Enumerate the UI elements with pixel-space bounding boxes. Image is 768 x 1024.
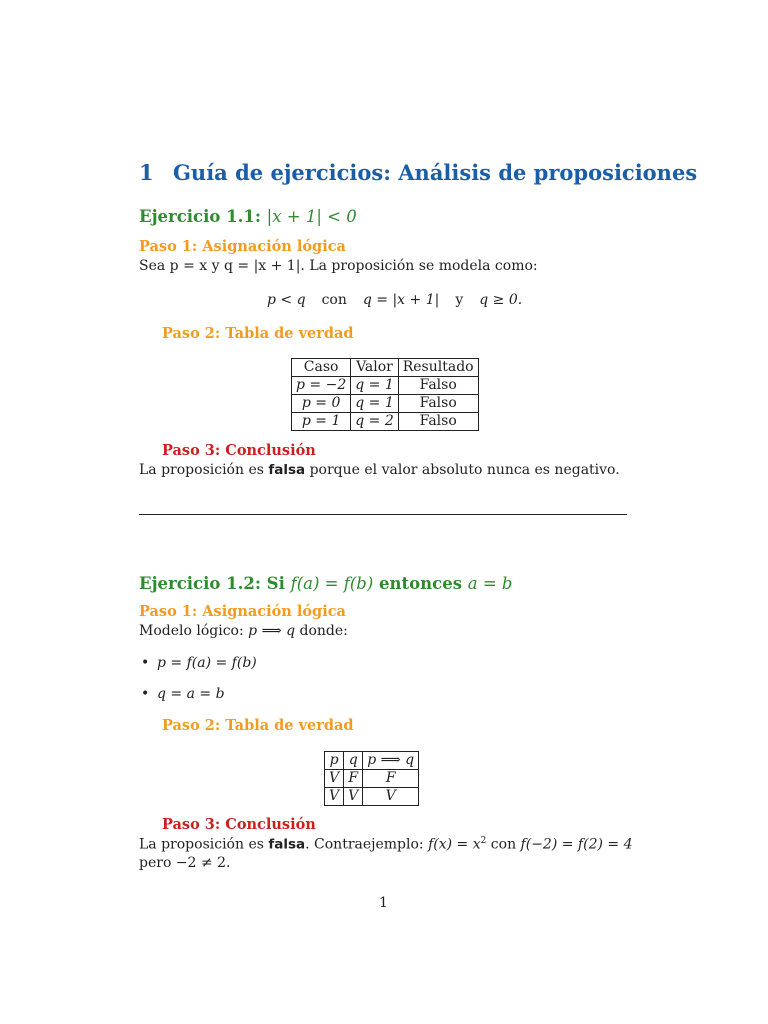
table-cell: F xyxy=(344,770,363,788)
ex1-step1-text: Sea p = x y q = |x + 1|. La proposición se modela como: xyxy=(139,258,538,274)
table-cell: V xyxy=(325,770,344,788)
ex2-truth-table xyxy=(324,751,419,806)
header-implication: p ⟹ q xyxy=(363,752,419,770)
conclusion-text: La proposición es xyxy=(139,836,269,853)
ex1-step1-title: Paso 1: Asignación lógica xyxy=(139,238,346,255)
eq-part-left: p < q xyxy=(267,292,306,308)
ex1-step2-title: Paso 2: Tabla de verdad xyxy=(162,325,354,342)
header-q: q xyxy=(344,752,363,770)
eq-part-y: y xyxy=(455,292,464,308)
conclusion-bold: falsa xyxy=(268,836,306,853)
table-row xyxy=(292,395,479,413)
bullet-icon: • xyxy=(141,655,150,671)
table-cell: q = 1 xyxy=(351,395,399,413)
conclusion-bold: falsa xyxy=(268,462,306,478)
list-item: q = a = b xyxy=(157,686,225,702)
ex2-step3-title: Paso 3: Conclusión xyxy=(162,816,316,833)
ex1-equation xyxy=(267,292,522,308)
conclusion-text: . Contraejemplo: xyxy=(305,836,429,853)
truth-table-1 xyxy=(291,358,479,431)
model-math: p ⟹ q xyxy=(248,623,296,639)
ex1-conclusion xyxy=(139,462,620,478)
conclusion-text: porque el valor absoluto nunca es negativo. xyxy=(305,462,620,478)
section-number: 1 xyxy=(139,160,154,185)
truth-table-2 xyxy=(324,751,419,806)
header-p: p xyxy=(325,752,344,770)
ex1-step3-title: Paso 3: Conclusión xyxy=(162,442,316,459)
table-cell: Falso xyxy=(398,413,478,431)
table-row xyxy=(292,377,479,395)
list-item: p = f(a) = f(b) xyxy=(157,655,257,671)
page-number: 1 xyxy=(379,895,388,911)
table-row xyxy=(325,788,419,806)
table-header-row xyxy=(325,752,419,770)
exercise-2-title xyxy=(139,574,512,593)
conclusion-text: La proposición es xyxy=(139,462,269,478)
table-row xyxy=(292,413,479,431)
exercise-2-math-right: a = b xyxy=(467,574,513,593)
ex2-step1-text xyxy=(139,623,348,639)
exercise-2-label: Ejercicio 1.2: Si xyxy=(139,574,285,593)
table-header-row xyxy=(292,359,479,377)
table-cell: q = 2 xyxy=(351,413,399,431)
bullet-icon: • xyxy=(141,686,150,702)
conclusion-text: con xyxy=(486,836,521,853)
ex2-conclusion-line1 xyxy=(139,836,632,853)
section-title: Guía de ejercicios: Análisis de proposiciones xyxy=(173,160,698,185)
conclusion-superscript: 2 xyxy=(480,836,487,846)
exercise-1-math: |x + 1| < 0 xyxy=(266,207,357,226)
ex2-conclusion-line2: pero −2 ≠ 2. xyxy=(139,855,231,871)
table-cell: q = 1 xyxy=(351,377,399,395)
eq-part-right: q ≥ 0. xyxy=(479,292,523,308)
exercise-1-label: Ejercicio 1.1: xyxy=(139,207,261,226)
eq-part-con: con xyxy=(321,292,347,308)
section-heading xyxy=(139,160,697,185)
ex1-truth-table xyxy=(291,358,479,431)
conclusion-math: f(x) = x xyxy=(428,836,481,853)
eq-part-mid: q = |x + 1| xyxy=(362,292,440,308)
table-cell: V xyxy=(363,788,419,806)
table-cell: Falso xyxy=(398,395,478,413)
horizontal-rule xyxy=(139,514,627,515)
table-cell: p = −2 xyxy=(292,377,351,395)
header-resultado: Resultado xyxy=(398,359,478,377)
header-caso: Caso xyxy=(292,359,351,377)
model-text: donde: xyxy=(295,623,348,639)
table-cell: Falso xyxy=(398,377,478,395)
table-row xyxy=(325,770,419,788)
table-cell: V xyxy=(344,788,363,806)
ex2-step2-title: Paso 2: Tabla de verdad xyxy=(162,717,354,734)
table-cell: p = 1 xyxy=(292,413,351,431)
ex2-step1-title: Paso 1: Asignación lógica xyxy=(139,603,346,620)
model-text: Modelo lógico: xyxy=(139,623,249,639)
conclusion-math: f(−2) = f(2) = 4 xyxy=(520,836,633,853)
table-cell: F xyxy=(363,770,419,788)
header-valor: Valor xyxy=(351,359,399,377)
exercise-1-title xyxy=(139,207,357,226)
table-cell: V xyxy=(325,788,344,806)
exercise-2-math-left: f(a) = f(b) xyxy=(290,574,374,593)
exercise-2-label-mid: entonces xyxy=(379,574,462,593)
table-cell: p = 0 xyxy=(292,395,351,413)
